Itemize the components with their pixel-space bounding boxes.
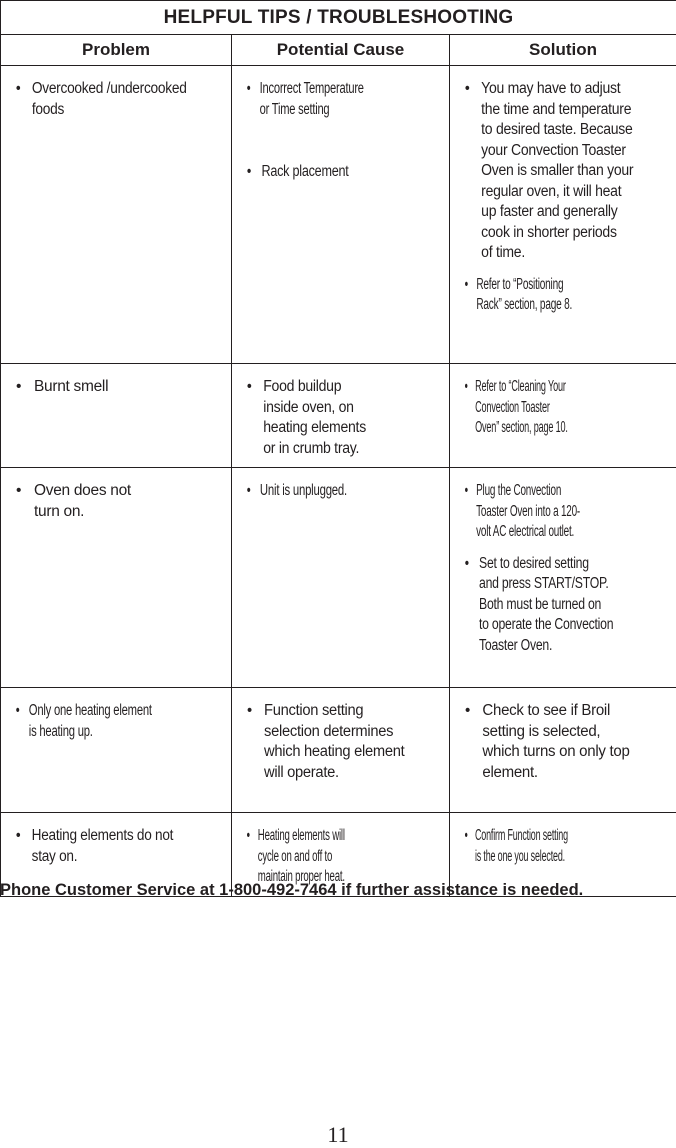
column-header-cause: Potential Cause — [232, 35, 450, 66]
problem-cell — [1, 364, 232, 468]
column-header-problem: Problem — [1, 35, 232, 66]
table-row — [1, 364, 676, 468]
solution-item: • Check to see if Broil setting is selected, which turns on only top element. — [464, 701, 676, 783]
cause-item: • Heating elements will cycle on and off to maintain proper heat. — [246, 826, 451, 888]
solution-cell — [450, 66, 676, 364]
solution-cell — [450, 688, 676, 813]
solution-item: • You may have to adjust the time and temperature to desired taste. Because your Convection Toaster Oven is smaller than your regular oven, it will heat up faster and generally cook in shorter periods of time. — [464, 79, 676, 264]
cause-cell — [232, 688, 450, 813]
problem-cell — [1, 66, 232, 364]
solution-cell — [450, 364, 676, 468]
table-title: HELPFUL TIPS / TROUBLESHOOTING — [1, 1, 676, 35]
solution-item: • Confirm Function setting is the one you selected. — [464, 826, 676, 867]
table-row — [1, 66, 676, 364]
page-number: 11 — [0, 1122, 676, 1148]
cause-item: • Food buildup inside oven, on heating elements or in crumb tray. — [246, 377, 456, 459]
problem-item: • Oven does not turn on. — [15, 481, 221, 522]
table-row — [1, 688, 676, 813]
cause-cell — [232, 66, 450, 364]
problem-cell — [1, 688, 232, 813]
problem-item: • Heating elements do not stay on. — [15, 826, 238, 867]
solution-item: • Refer to “Cleaning Your Convection Toaster Oven” section, page 10. — [464, 377, 676, 439]
problem-cell — [1, 468, 232, 688]
solution-item: • Plug the Convection Toaster Oven into a 120- volt AC electrical outlet. — [464, 481, 676, 543]
cause-cell — [232, 468, 450, 688]
table-row — [1, 468, 676, 688]
column-header-solution: Solution — [450, 35, 676, 66]
cause-item: • Function setting selection determines which heating element will operate. — [246, 701, 457, 783]
solution-cell — [450, 468, 676, 688]
solution-item: • Set to desired setting and press START/STOP. Both must be turned on to operate the Convection Toaster Oven. — [464, 554, 676, 657]
cause-item: • Unit is unplugged. — [246, 481, 453, 502]
cause-cell — [232, 364, 450, 468]
solution-item: • Refer to “Positioning Rack” section, page 8. — [464, 275, 676, 316]
problem-item: • Overcooked /undercooked foods — [15, 79, 238, 120]
cause-item: • Rack placement — [246, 162, 455, 183]
problem-item: • Burnt smell — [15, 377, 221, 398]
cause-item: • Incorrect Temperature or Time setting — [246, 79, 453, 120]
customer-service-note: Phone Customer Service at 1-800-492-7464 if further assistance is needed. — [0, 881, 583, 900]
problem-item: • Only one heating element is heating up. — [15, 701, 235, 742]
